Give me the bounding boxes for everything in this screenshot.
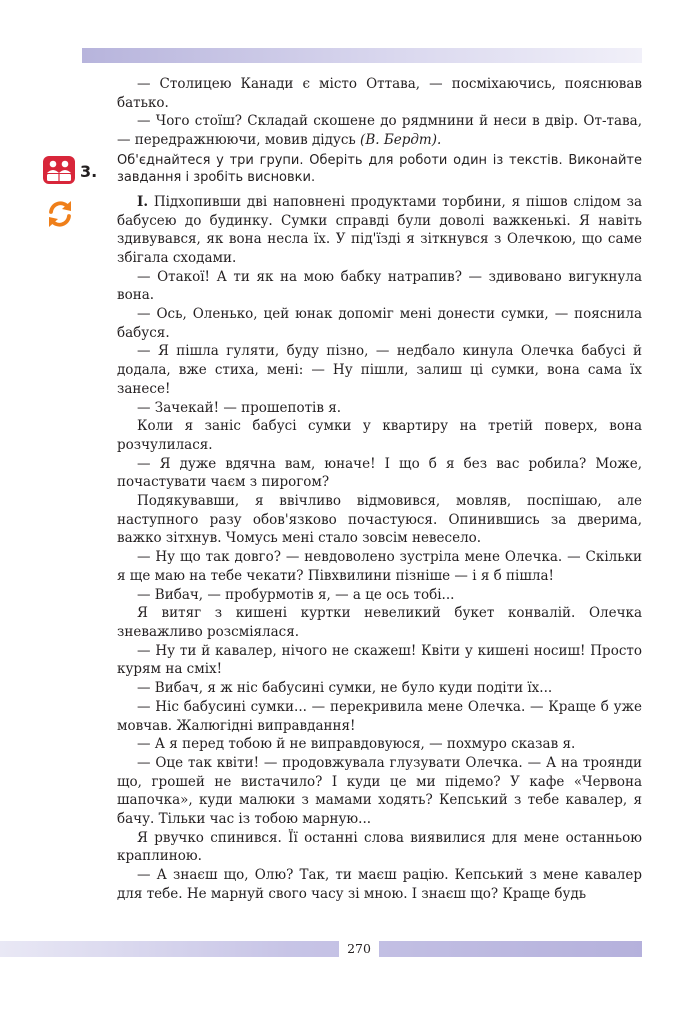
story-paragraph: — Ось, Оленько, цей юнак допоміг мені донести сумки, — пояснила бабуся. <box>117 306 642 341</box>
story-paragraph: — Вибач, — пробурмотів я, — а це ось тобі... <box>137 586 455 603</box>
story-paragraph: Я рвучко спинився. Її останні слова виявилися для мене останньою краплиною. <box>117 829 642 865</box>
page-content <box>117 75 642 904</box>
story-paragraph: — Ніс бабусині сумки... — перекривила мене Олечка. — Краще б уже мовчав. Жалюгідні виправдання! <box>117 698 642 734</box>
story-paragraph: — А я перед тобою й не виправдовуюся, — похмуро сказав я. <box>137 736 576 753</box>
page-number: 270 <box>339 941 379 957</box>
story-paragraph: — Ну що так довго? — невдоволено зустріла мене Олечка. — Скільки я ще маю на тебе чекати? Півхвилини пізніше — і я б пішла! <box>117 549 642 584</box>
task-number: 3. <box>80 162 98 181</box>
story-paragraph: — Я дуже вдячна вам, юначе! І що б я без вас робила? Може, почастувати чаєм з пирогом? <box>117 455 642 491</box>
story-paragraph <box>117 193 642 268</box>
part-label: І. <box>137 193 149 210</box>
story-paragraph: — Я пішла гуляти, буду пізно, — недбало кинула Олечка бабусі й додала, вже стиха, мені: — Ну пішли, залиш ці сумки, вона сама їх занесе! <box>117 343 642 397</box>
story-paragraph: — Отакої! А ти як на мою бабку натрапив? — здивовано вигукнула вона. <box>117 268 642 304</box>
story-paragraph: — Зачекай! — прошепотів я. <box>137 399 342 416</box>
cycle-arrows-icon <box>44 198 76 230</box>
story-paragraph: — Вибач, я ж ніс бабусині сумки, не було куди подіти їх... <box>137 680 553 697</box>
story-paragraph: Подякувавши, я ввічливо відмовився, мовляв, поспішаю, але наступного разу обов'язково почастуюся. Опинившись за дверима, важко зітхнув. Чомусь мені стало зовсім невесело. <box>117 493 642 547</box>
header-decoration-bar <box>82 48 642 63</box>
footer-decoration-bar <box>0 941 642 957</box>
group-work-icon <box>42 155 76 185</box>
author-citation: (В. Бердт). <box>360 132 442 149</box>
story-paragraph: Я витяг з кишені куртки невеликий букет конвалій. Олечка зневажливо розсміялася. <box>117 605 642 640</box>
task-text: Об'єднайтеся у три групи. Оберіть для роботи один із текстів. Виконайте завдання і зробіть висновки. <box>117 152 642 185</box>
story-paragraph: — А знаєш що, Олю? Так, ти маєш рацію. Кепський з мене кавалер для тебе. Не марнуй свого часу зі мною. І знаєш що? Краще будь <box>117 867 642 902</box>
intro-text: — Чого стоїш? Складай скошене до рядмнини й неси в двір. От-тава, — передражнюючи, мовив дідусь <box>117 113 642 149</box>
intro-line <box>117 112 642 149</box>
story-paragraph: — Ну ти й кавалер, нічого не скажеш! Квіти у кишені носиш! Просто курям на сміх! <box>117 642 642 678</box>
intro-line: — Столицею Канади є місто Оттава, — посміхаючись, пояснював батько. <box>117 76 642 111</box>
story-text: Підхопивши дві наповнені продуктами торбини, я пішов слідом за бабусею до будинку. Сумки справді були доволі важкенькі. Я навіть здивувався, як вона несла їх. У під'їзді я зіткнувся з Олечкою, що саме збігала сходами. <box>117 193 642 266</box>
story-paragraph: — Оце так квіти! — продовжувала глузувати Олечка. — А на троянди що, грошей не вистачило? І куди це ми підемо? У кафе «Червона шапочка», куди малюки з мамами ходять? Кепський з тебе кавалер, я бачу. Тільки час із тобою марную... <box>117 754 642 828</box>
story-paragraph: Коли я заніс бабусі сумки у квартиру на третій поверх, вона розчулилася. <box>117 418 642 453</box>
